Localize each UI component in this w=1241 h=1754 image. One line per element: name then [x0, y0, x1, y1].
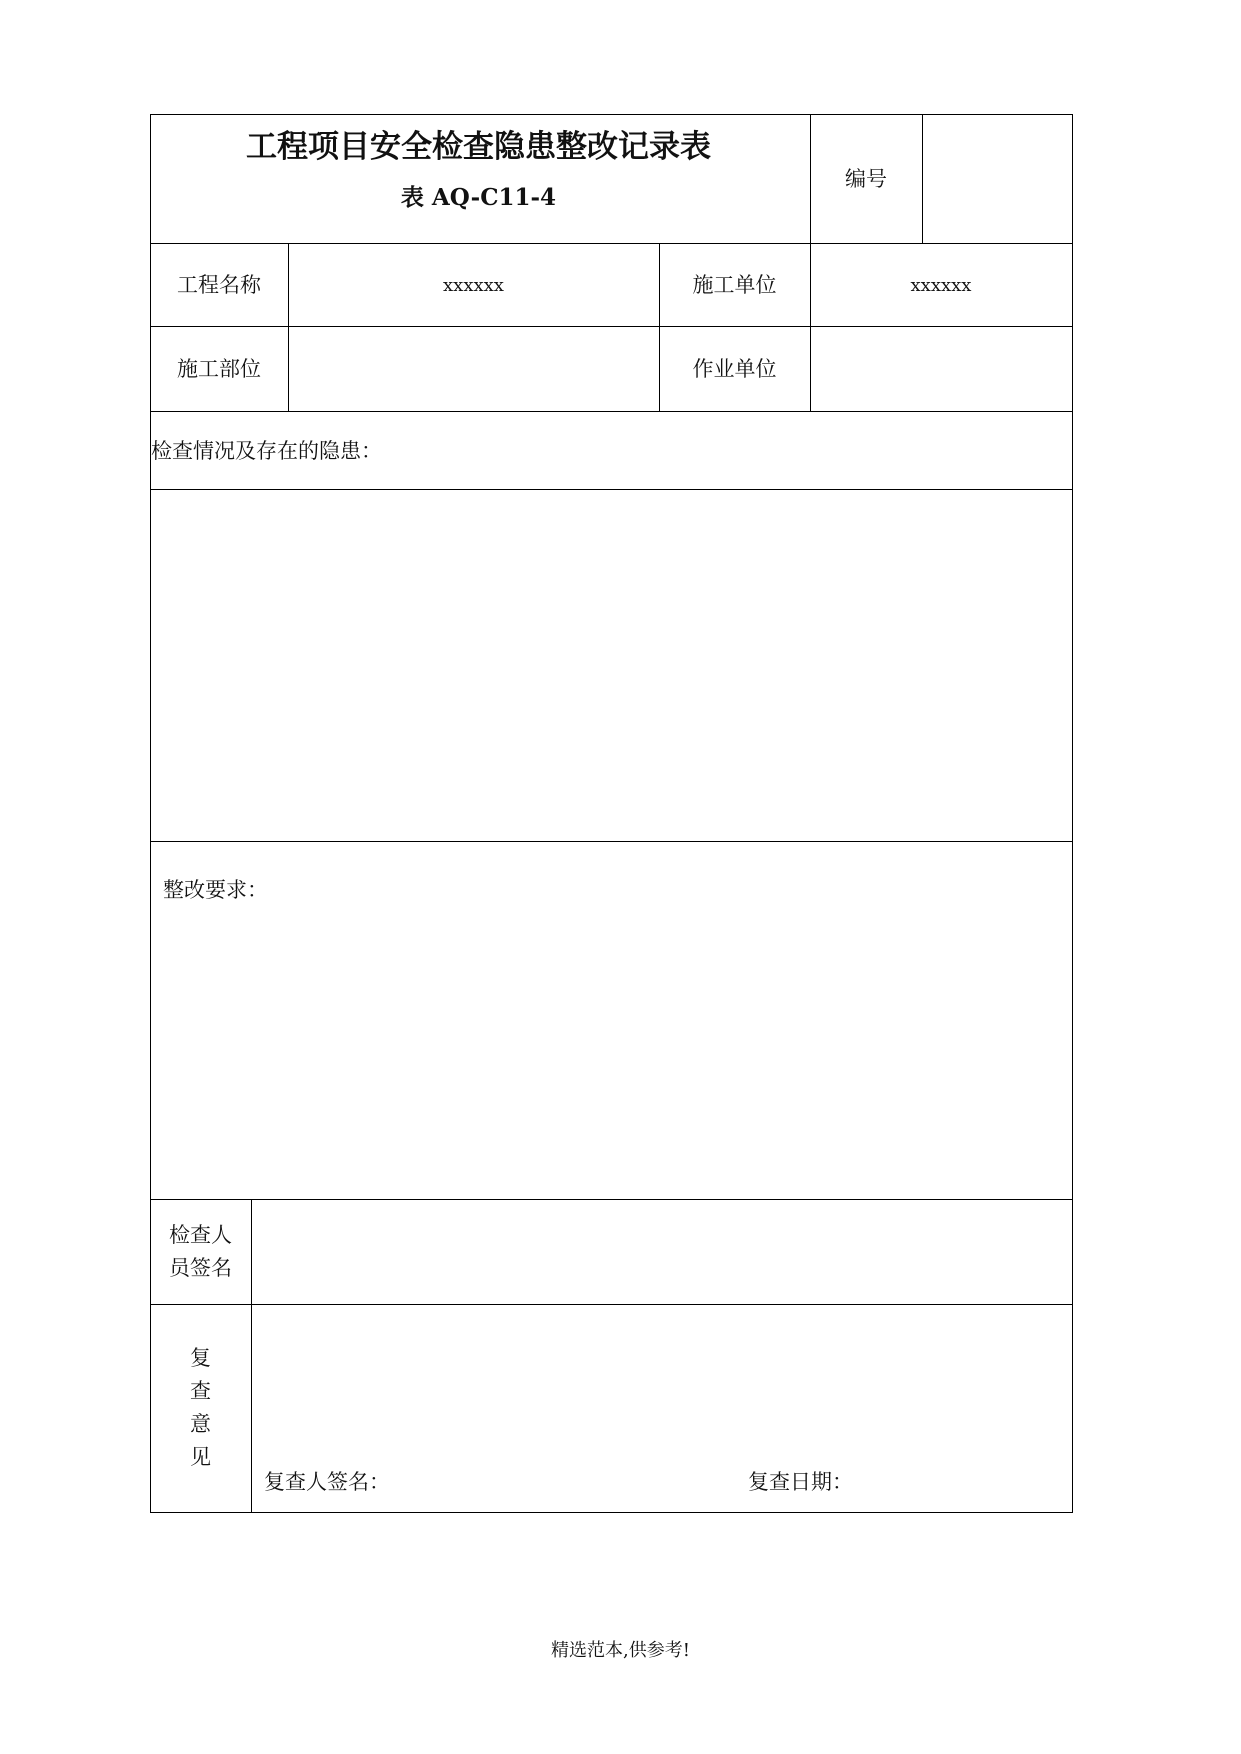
rectification-label: 整改要求：	[163, 878, 268, 902]
footer-note: 精选范本,供参考!	[551, 1640, 690, 1661]
review-label-char: 见	[190, 1445, 211, 1469]
inspection-label: 检查情况及存在的隐患：	[151, 439, 382, 463]
table-border-bottom	[150, 1512, 1072, 1513]
project-name-label: 工程名称	[177, 273, 261, 297]
review-label-char: 查	[190, 1379, 211, 1403]
project-name-value: xxxxxx	[443, 275, 504, 296]
inspector-label-line: 员签名	[169, 1256, 232, 1280]
review-label-char: 意	[190, 1412, 211, 1436]
table-divider-vertical	[288, 243, 289, 412]
construction-part-label: 施工部位	[177, 357, 261, 381]
form-code: 表 AQ-C11-4	[400, 184, 557, 211]
work-unit-label: 作业单位	[692, 357, 777, 381]
construction-unit-label: 施工单位	[692, 273, 777, 297]
inspector-signature-area	[252, 1200, 1072, 1304]
table-divider-vertical	[922, 114, 923, 244]
table-divider	[150, 841, 1072, 842]
table-divider-vertical	[659, 243, 660, 412]
number-label: 编号	[845, 167, 887, 191]
table-border-right	[1072, 114, 1073, 1513]
inspector-signature-label	[150, 1219, 251, 1285]
inspection-content-area	[151, 490, 1072, 841]
construction-unit-value: xxxxxx	[910, 275, 972, 296]
review-date-label: 复查日期：	[748, 1470, 853, 1494]
form-title: 工程项目安全检查隐患整改记录表	[246, 129, 711, 165]
table-divider	[150, 1304, 1072, 1305]
inspector-label-line: 检查人	[169, 1223, 232, 1247]
rectification-content-area	[151, 910, 1072, 1199]
review-label-char: 复	[190, 1346, 211, 1370]
table-border-top	[150, 114, 1072, 115]
reviewer-signature-label: 复查人签名：	[264, 1470, 390, 1494]
table-divider-vertical	[810, 114, 811, 412]
review-opinion-label	[150, 1342, 251, 1474]
